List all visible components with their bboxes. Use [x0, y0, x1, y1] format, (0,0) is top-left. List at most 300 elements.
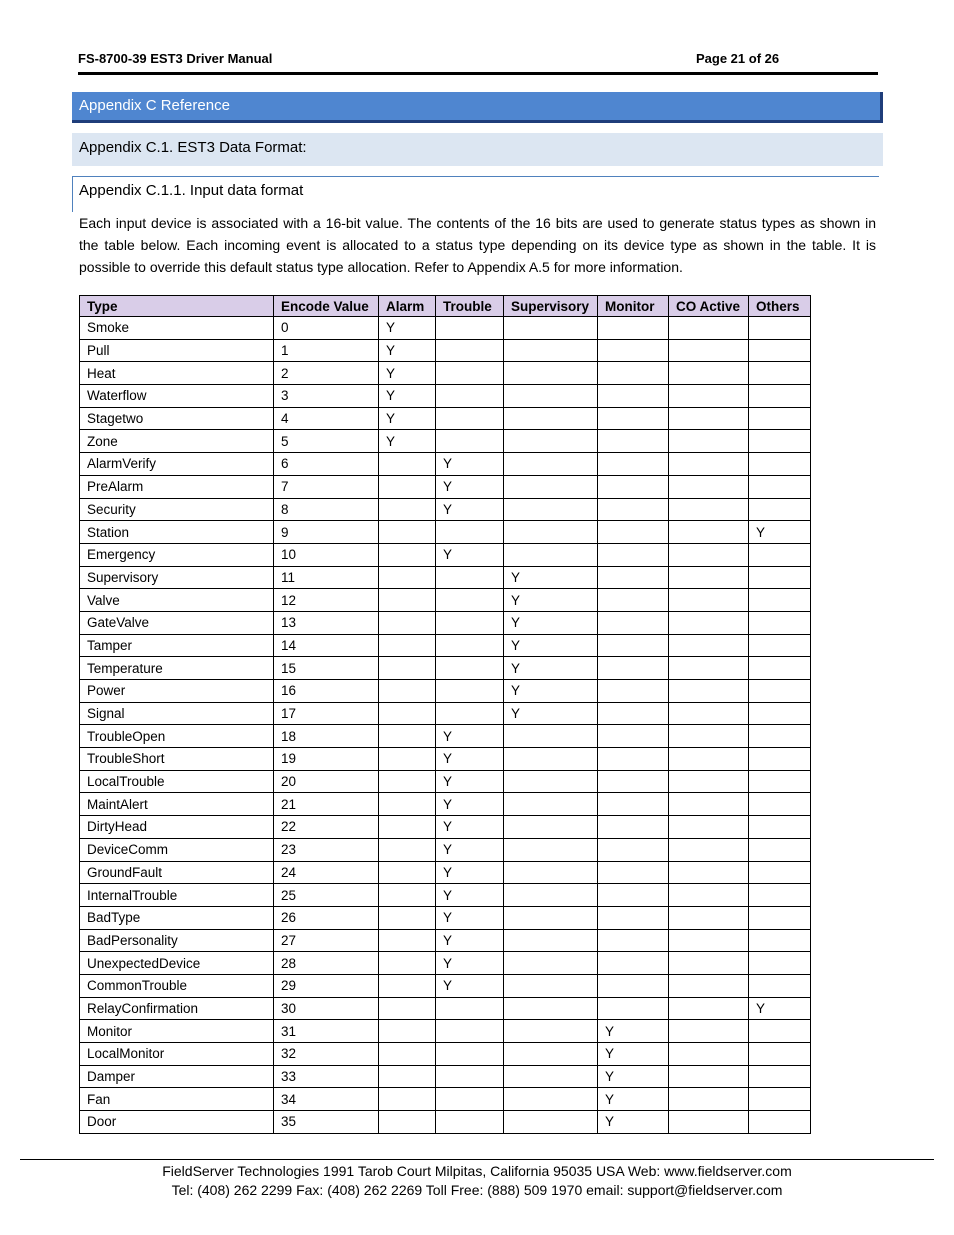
table-cell: Supervisory — [80, 566, 274, 589]
table-cell: 30 — [274, 997, 379, 1020]
table-cell: 0 — [274, 317, 379, 340]
table-cell — [379, 702, 436, 725]
table-cell — [379, 1065, 436, 1088]
table-row — [80, 952, 811, 975]
table-cell: 34 — [274, 1088, 379, 1111]
table-row — [80, 838, 811, 861]
table-cell — [669, 611, 749, 634]
table-cell: Valve — [80, 589, 274, 612]
table-cell — [436, 1088, 504, 1111]
table-cell — [379, 816, 436, 839]
table-row — [80, 906, 811, 929]
table-row — [80, 1043, 811, 1066]
table-cell — [749, 1020, 811, 1043]
table-cell: Fan — [80, 1088, 274, 1111]
table-cell: Y — [749, 521, 811, 544]
footer-contact: Tel: (408) 262 2299 Fax: (408) 262 2269 Toll Free: (888) 509 1970 email: support@fieldserver.com — [171, 1182, 783, 1198]
table-cell — [379, 952, 436, 975]
table-cell: TroubleOpen — [80, 725, 274, 748]
table-cell — [379, 521, 436, 544]
table-cell — [749, 362, 811, 385]
table-cell: Y — [504, 634, 598, 657]
table-cell — [504, 430, 598, 453]
table-cell: Y — [436, 725, 504, 748]
table-row — [80, 566, 811, 589]
table-cell — [749, 407, 811, 430]
table-cell — [749, 385, 811, 408]
table-cell — [669, 906, 749, 929]
table-row — [80, 702, 811, 725]
column-header-encode-value: Encode Value — [274, 296, 379, 317]
table-row — [80, 680, 811, 703]
table-cell — [749, 1111, 811, 1134]
table-cell: 19 — [274, 748, 379, 771]
heading-appendix-c1 — [72, 133, 883, 166]
column-header-trouble: Trouble — [436, 296, 504, 317]
table-cell — [436, 997, 504, 1020]
table-header-row — [80, 296, 811, 317]
table-row — [80, 974, 811, 997]
table-cell — [379, 680, 436, 703]
table-cell — [436, 611, 504, 634]
heading-1-text: Appendix C Reference — [79, 97, 230, 114]
table-cell — [669, 589, 749, 612]
table-cell — [504, 1065, 598, 1088]
table-cell: BadType — [80, 906, 274, 929]
table-cell — [749, 748, 811, 771]
header-divider — [78, 72, 878, 75]
page-header — [78, 51, 878, 69]
table-cell — [504, 1020, 598, 1043]
table-cell — [598, 838, 669, 861]
table-cell — [504, 770, 598, 793]
table-row — [80, 816, 811, 839]
table-cell: Smoke — [80, 317, 274, 340]
table-cell — [669, 1043, 749, 1066]
table-cell: LocalTrouble — [80, 770, 274, 793]
table-cell: 16 — [274, 680, 379, 703]
table-cell — [598, 317, 669, 340]
table-cell — [749, 884, 811, 907]
table-cell: Y — [436, 884, 504, 907]
table-cell — [598, 702, 669, 725]
table-cell — [749, 725, 811, 748]
table-cell — [669, 793, 749, 816]
table-cell — [436, 1043, 504, 1066]
table-row — [80, 770, 811, 793]
table-cell: Y — [436, 475, 504, 498]
table-cell — [436, 566, 504, 589]
table-cell: Y — [436, 453, 504, 476]
table-cell — [598, 770, 669, 793]
table-cell — [504, 317, 598, 340]
table-cell — [749, 861, 811, 884]
table-cell — [598, 453, 669, 476]
table-cell: 13 — [274, 611, 379, 634]
table-cell — [598, 861, 669, 884]
table-cell — [598, 566, 669, 589]
table-cell: Y — [504, 589, 598, 612]
table-cell — [669, 430, 749, 453]
table-cell: Y — [379, 385, 436, 408]
table-row — [80, 1088, 811, 1111]
table-cell — [436, 1020, 504, 1043]
table-cell — [749, 770, 811, 793]
table-cell — [669, 816, 749, 839]
table-cell — [598, 952, 669, 975]
table-cell — [749, 906, 811, 929]
table-cell — [749, 611, 811, 634]
table-cell — [436, 702, 504, 725]
table-cell — [436, 589, 504, 612]
table-cell — [669, 680, 749, 703]
table-cell — [669, 385, 749, 408]
table-cell — [504, 543, 598, 566]
table-cell — [379, 793, 436, 816]
table-cell — [749, 680, 811, 703]
table-cell: Y — [504, 611, 598, 634]
table-cell: 25 — [274, 884, 379, 907]
table-cell — [379, 589, 436, 612]
table-cell — [749, 816, 811, 839]
table-cell — [598, 748, 669, 771]
heading-appendix-c11 — [72, 176, 879, 212]
table-cell — [504, 1043, 598, 1066]
table-row — [80, 1065, 811, 1088]
table-row — [80, 362, 811, 385]
table-cell: Y — [504, 566, 598, 589]
table-cell: Y — [436, 929, 504, 952]
table-cell — [598, 611, 669, 634]
table-cell — [669, 634, 749, 657]
table-cell — [749, 929, 811, 952]
table-cell: DirtyHead — [80, 816, 274, 839]
table-cell — [504, 997, 598, 1020]
table-cell: MaintAlert — [80, 793, 274, 816]
footer-divider — [20, 1159, 934, 1160]
table-cell — [598, 657, 669, 680]
table-cell: Y — [436, 770, 504, 793]
table-cell — [669, 543, 749, 566]
table-cell — [598, 634, 669, 657]
table-cell — [749, 498, 811, 521]
table-cell — [379, 929, 436, 952]
table-cell: 21 — [274, 793, 379, 816]
table-cell: Y — [598, 1043, 669, 1066]
table-cell — [669, 929, 749, 952]
table-cell: 4 — [274, 407, 379, 430]
table-cell: InternalTrouble — [80, 884, 274, 907]
table-cell — [504, 884, 598, 907]
table-cell — [379, 861, 436, 884]
table-cell — [436, 407, 504, 430]
table-cell: BadPersonality — [80, 929, 274, 952]
table-cell — [379, 498, 436, 521]
table-cell — [436, 339, 504, 362]
table-cell — [669, 997, 749, 1020]
footer-address: FieldServer Technologies 1991 Tarob Court Milpitas, California 95035 USA Web: www.fieldserver.com — [162, 1163, 792, 1179]
table-cell: Y — [436, 543, 504, 566]
table-cell — [379, 748, 436, 771]
table-cell — [436, 1111, 504, 1134]
table-cell — [379, 634, 436, 657]
column-header-co-active: CO Active — [669, 296, 749, 317]
table-cell: Y — [504, 680, 598, 703]
table-row — [80, 929, 811, 952]
table-cell — [749, 1043, 811, 1066]
table-cell — [598, 385, 669, 408]
table-body — [80, 317, 811, 1134]
table-row — [80, 634, 811, 657]
table-cell: 26 — [274, 906, 379, 929]
table-cell: 33 — [274, 1065, 379, 1088]
table-cell: Temperature — [80, 657, 274, 680]
table-cell — [749, 838, 811, 861]
table-cell — [379, 725, 436, 748]
table-cell — [598, 884, 669, 907]
table-cell: 2 — [274, 362, 379, 385]
table-cell: Tamper — [80, 634, 274, 657]
table-cell: Pull — [80, 339, 274, 362]
table-cell — [598, 339, 669, 362]
table-cell: Y — [504, 702, 598, 725]
table-cell — [504, 838, 598, 861]
table-cell — [598, 929, 669, 952]
table-row — [80, 453, 811, 476]
table-cell: Y — [598, 1088, 669, 1111]
column-header-supervisory: Supervisory — [504, 296, 598, 317]
table-cell — [749, 475, 811, 498]
table-cell: 8 — [274, 498, 379, 521]
table-cell — [598, 997, 669, 1020]
table-cell: Y — [598, 1111, 669, 1134]
table-cell: 3 — [274, 385, 379, 408]
table-cell — [598, 430, 669, 453]
table-cell — [749, 1088, 811, 1111]
table-row — [80, 475, 811, 498]
table-cell — [379, 1111, 436, 1134]
table-cell — [379, 566, 436, 589]
table-row — [80, 997, 811, 1020]
table-cell: GroundFault — [80, 861, 274, 884]
table-cell — [749, 589, 811, 612]
status-type-table — [79, 295, 811, 1134]
table-cell — [504, 407, 598, 430]
table-row — [80, 861, 811, 884]
table-row — [80, 748, 811, 771]
table-cell — [436, 657, 504, 680]
table-cell — [598, 362, 669, 385]
table-cell — [669, 838, 749, 861]
column-header-monitor: Monitor — [598, 296, 669, 317]
table-cell: 10 — [274, 543, 379, 566]
table-cell — [379, 906, 436, 929]
table-cell — [669, 748, 749, 771]
table-cell — [504, 906, 598, 929]
table-cell — [504, 929, 598, 952]
table-cell: Y — [436, 498, 504, 521]
table-cell: 15 — [274, 657, 379, 680]
table-cell: 5 — [274, 430, 379, 453]
table-cell — [504, 748, 598, 771]
table-cell: 27 — [274, 929, 379, 952]
table-cell — [504, 725, 598, 748]
table-cell — [749, 702, 811, 725]
table-cell — [379, 770, 436, 793]
table-cell: Y — [436, 974, 504, 997]
table-cell — [749, 952, 811, 975]
table-cell: Y — [379, 317, 436, 340]
table-row — [80, 1111, 811, 1134]
table-cell — [669, 317, 749, 340]
table-cell: PreAlarm — [80, 475, 274, 498]
table-cell: Heat — [80, 362, 274, 385]
table-cell — [669, 725, 749, 748]
page-number: Page 21 of 26 — [696, 51, 780, 66]
table-cell: Y — [598, 1065, 669, 1088]
table-cell — [598, 498, 669, 521]
table-cell — [598, 475, 669, 498]
table-cell: Y — [436, 861, 504, 884]
table-cell: Y — [379, 430, 436, 453]
table-cell: Y — [436, 816, 504, 839]
table-row — [80, 884, 811, 907]
table-cell: 20 — [274, 770, 379, 793]
table-cell — [504, 861, 598, 884]
table-cell — [669, 1088, 749, 1111]
table-cell: Door — [80, 1111, 274, 1134]
table-cell — [379, 475, 436, 498]
table-cell: Y — [436, 838, 504, 861]
table-cell — [749, 634, 811, 657]
table-cell — [598, 589, 669, 612]
table-cell: 22 — [274, 816, 379, 839]
table-cell: 35 — [274, 1111, 379, 1134]
table-cell: 32 — [274, 1043, 379, 1066]
table-cell — [669, 1020, 749, 1043]
column-header-others: Others — [749, 296, 811, 317]
table-row — [80, 611, 811, 634]
table-cell: Y — [504, 657, 598, 680]
table-cell — [504, 385, 598, 408]
table-cell: Y — [379, 407, 436, 430]
table-row — [80, 430, 811, 453]
table-cell — [504, 1088, 598, 1111]
table-row — [80, 725, 811, 748]
table-cell — [669, 362, 749, 385]
table-cell — [598, 974, 669, 997]
page-footer — [0, 1162, 954, 1200]
table-cell — [598, 680, 669, 703]
table-cell — [749, 317, 811, 340]
document-title: FS-8700-39 EST3 Driver Manual — [78, 51, 273, 66]
table-row — [80, 1020, 811, 1043]
table-cell — [379, 611, 436, 634]
table-cell: 14 — [274, 634, 379, 657]
table-cell: Y — [436, 793, 504, 816]
table-cell: 24 — [274, 861, 379, 884]
table-cell: 17 — [274, 702, 379, 725]
table-cell: Security — [80, 498, 274, 521]
table-cell — [436, 634, 504, 657]
table-cell — [598, 816, 669, 839]
table-cell — [504, 816, 598, 839]
table-cell — [669, 1065, 749, 1088]
table-cell — [749, 974, 811, 997]
table-cell — [436, 317, 504, 340]
table-cell — [379, 884, 436, 907]
table-cell — [749, 543, 811, 566]
heading-appendix-c — [72, 92, 883, 123]
table-row — [80, 317, 811, 340]
table-cell: Emergency — [80, 543, 274, 566]
table-cell — [598, 407, 669, 430]
table-cell — [379, 543, 436, 566]
table-row — [80, 521, 811, 544]
table-cell — [598, 906, 669, 929]
table-row — [80, 407, 811, 430]
table-cell — [436, 1065, 504, 1088]
table-cell: 11 — [274, 566, 379, 589]
table-cell: Signal — [80, 702, 274, 725]
table-cell: Y — [598, 1020, 669, 1043]
table-cell: Station — [80, 521, 274, 544]
table-cell: Power — [80, 680, 274, 703]
table-row — [80, 793, 811, 816]
table-cell: 9 — [274, 521, 379, 544]
table-cell — [436, 385, 504, 408]
table-cell — [669, 453, 749, 476]
table-cell — [669, 770, 749, 793]
table-cell — [379, 453, 436, 476]
table-cell — [669, 974, 749, 997]
table-cell — [749, 430, 811, 453]
table-cell: 6 — [274, 453, 379, 476]
table-cell — [504, 498, 598, 521]
table-cell: DeviceComm — [80, 838, 274, 861]
table-cell — [436, 521, 504, 544]
table-cell — [749, 339, 811, 362]
table-cell — [669, 498, 749, 521]
table-cell — [749, 793, 811, 816]
intro-paragraph: Each input device is associated with a 16-bit value. The contents of the 16 bits are used to generate status types as shown in the table below. Each incoming event is allocated to a status type depending on its device type as shown in the table. It is possible to override this default status type allocation. Refer to Appendix A.5 for more information. — [79, 215, 876, 275]
table-row — [80, 589, 811, 612]
table-cell: Stagetwo — [80, 407, 274, 430]
table-row — [80, 657, 811, 680]
heading-3-text: Appendix C.1.1. Input data format — [79, 182, 304, 199]
table-cell — [598, 543, 669, 566]
table-cell — [379, 657, 436, 680]
table-cell — [379, 974, 436, 997]
table-cell — [749, 566, 811, 589]
table-cell: GateValve — [80, 611, 274, 634]
table-cell — [504, 793, 598, 816]
table-cell: Y — [436, 906, 504, 929]
table-cell: TroubleShort — [80, 748, 274, 771]
table-cell: RelayConfirmation — [80, 997, 274, 1020]
table-cell — [504, 453, 598, 476]
table-cell: Waterflow — [80, 385, 274, 408]
table-cell: 31 — [274, 1020, 379, 1043]
column-header-alarm: Alarm — [379, 296, 436, 317]
table-cell: 28 — [274, 952, 379, 975]
table-cell: Y — [749, 997, 811, 1020]
table-cell — [504, 521, 598, 544]
heading-2-text: Appendix C.1. EST3 Data Format: — [79, 139, 307, 156]
table-cell — [436, 680, 504, 703]
table-cell — [379, 838, 436, 861]
table-cell — [669, 475, 749, 498]
